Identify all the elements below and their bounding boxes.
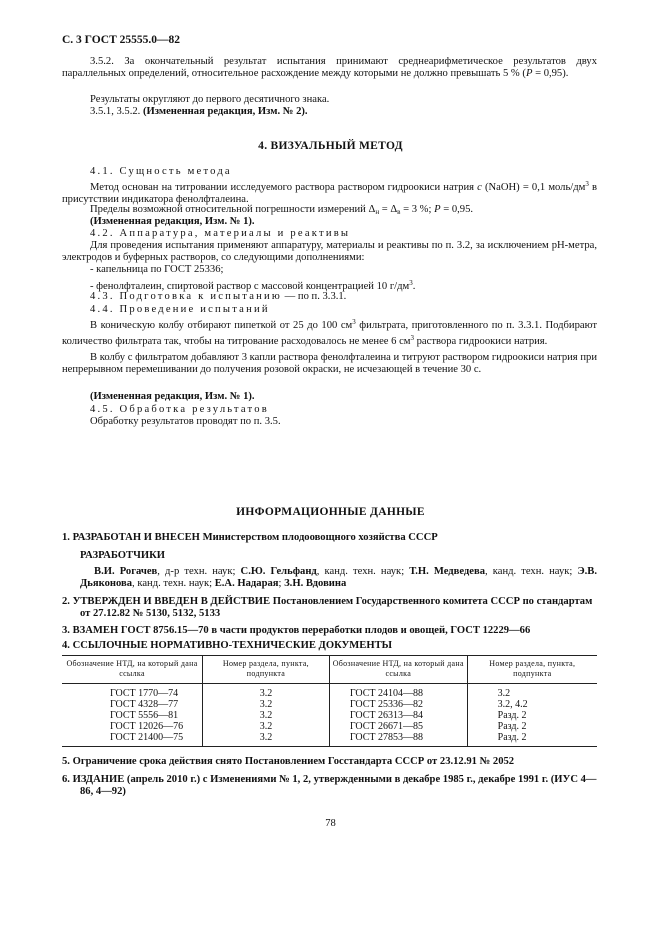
col-header: Обозначение НТД, на который дана ссылка <box>62 656 203 684</box>
table-cell: ГОСТ 27853—88 <box>329 732 467 747</box>
table-cell: ГОСТ 5556—81 <box>110 710 179 721</box>
table-cell: 3.2, 4.2 <box>467 699 597 710</box>
table-cell: ГОСТ 26671—85 <box>329 721 467 732</box>
s41-limits: Пределы возможной относительной погрешности измерений $\Delta_н = \Delta_в = 3$ %; P = 0,95. <box>90 204 474 216</box>
para-3-5-2: 3.5.2. За окончательный результат испытания принимают среднеарифметическое результатов двух параллельных определений, относительное расхождение между которыми не должно превышать 5 % (P = 0,95). <box>62 56 597 80</box>
s42-item-1: - капельница по ГОСТ 25336; <box>90 264 224 275</box>
amendment-note-2: 3.5.1, 3.5.2. (Измененная редакция, Изм. № 2). <box>90 106 308 117</box>
table-cell: ГОСТ 12026—76 <box>110 721 184 732</box>
table-cell: 3.2 <box>203 684 330 700</box>
table-cell: 3.2 <box>203 699 330 710</box>
col-header: Номер раздела, пункта, подпункта <box>203 656 330 684</box>
s44-text-1: В коническую колбу отбирают пипеткой от 25 до 100 $см^3$ фильтрата, приготовленного по п. 3.3.1. Подбирают количество фильтрата так, чтобы на титрование расходовалось не менее 6 $см^3$ раствора гидроокиси натрия. <box>62 318 597 348</box>
info-2: 2. УТВЕРЖДЕН И ВВЕДЕН В ДЕЙСТВИЕ Постановлением Государственного комитета СССР по стандартам от 27.12.82 № 5130, 5132, 5133 <box>62 596 593 620</box>
table-cell: ГОСТ 24104—88 <box>329 684 467 700</box>
s45-text: Обработку результатов проводят по п. 3.5. <box>90 416 281 427</box>
s42-item-2: - фенолфталеин, спиртовой раствор с массовой концентрацией 10 $г/дм^3$. <box>90 279 416 292</box>
developers-label: РАЗРАБОТЧИКИ <box>80 550 166 561</box>
col-header: Обозначение НТД, на который дана ссылка <box>329 656 467 684</box>
table-cell: Разд. 2 <box>467 721 597 732</box>
table-row <box>62 732 597 747</box>
amendment-note-1b: (Измененная редакция, Изм. № 1). <box>90 391 255 402</box>
amendment-note-1: (Измененная редакция, Изм. № 1). <box>90 216 255 227</box>
s44-title: 4.4. Проведение испытаний <box>90 304 270 315</box>
table-cell: Разд. 2 <box>467 732 597 747</box>
table-cell: 3.2 <box>203 732 330 747</box>
info-5: 5. Ограничение срока действия снято Постановлением Госстандарта СССР от 23.12.91 № 2052 <box>62 756 515 767</box>
table-row <box>62 710 597 721</box>
table-cell: ГОСТ 26313—84 <box>329 710 467 721</box>
table-cell: 3.2 <box>203 721 330 732</box>
s45-title: 4.5. Обработка результатов <box>90 404 269 415</box>
s43-line: 4.3. Подготовка к испытанию — по п. 3.3.1. <box>90 291 347 302</box>
info-4: 4. ССЫЛОЧНЫЕ НОРМАТИВНО-ТЕХНИЧЕСКИЕ ДОКУМЕНТЫ <box>62 640 393 651</box>
table-row <box>62 721 597 732</box>
table-row <box>62 699 597 710</box>
developers-text: В.И. Рогачев, д-р техн. наук; С.Ю. Гельфанд, канд. техн. наук; Т.Н. Медведева, канд. техн. наук; Э.В. Дьяконова, канд. техн. наук; Е.А. Надарая; З.Н. Вдовина <box>80 566 598 590</box>
table-row <box>62 684 597 700</box>
table-cell: 3.2 <box>467 684 597 700</box>
info-3: 3. ВЗАМЕН ГОСТ 8756.15—70 в части продуктов переработки плодов и овощей, ГОСТ 12229—66 <box>62 625 531 636</box>
reference-table <box>62 655 597 747</box>
s41-title: 4.1. Сущность метода <box>90 166 232 177</box>
info-title: ИНФОРМАЦИОННЫЕ ДАННЫЕ <box>236 506 425 518</box>
table-cell: Разд. 2 <box>467 710 597 721</box>
s41-text: Метод основан на титровании исследуемого раствора раствором гидроокиси натрия c (NaOH) = 0,1 моль/$дм^3$ в присутствии индикатора фенолфталеина. <box>62 180 597 206</box>
info-1: 1. РАЗРАБОТАН И ВНЕСЕН Министерством плодоовощного хозяйства СССР <box>62 532 438 543</box>
info-6: 6. ИЗДАНИЕ (апрель 2010 г.) с Изменениями № 1, 2, утвержденными в декабре 1985 г., декабре 1991 г. (ИУС 4—86, 4—92) <box>62 774 597 798</box>
page-header: С. 3 ГОСТ 25555.0—82 <box>62 34 181 46</box>
section-title: 4. ВИЗУАЛЬНЫЙ МЕТОД <box>258 140 403 152</box>
table-cell: ГОСТ 1770—74 <box>110 688 179 699</box>
table-cell: ГОСТ 25336—82 <box>329 699 467 710</box>
table-cell: ГОСТ 21400—75 <box>110 732 184 743</box>
para-rounding: Результаты округляют до первого десятичного знака. <box>90 94 330 105</box>
s44-text-2: В колбу с фильтратом добавляют 3 капли раствора фенолфталеина и титруют раствором гидроокиси натрия при непрерывном перемешивании до получения розовой окраски, не исчезающей в течение 30 с. <box>62 352 597 376</box>
table-cell: 3.2 <box>203 710 330 721</box>
s42-title: 4.2. Аппаратура, материалы и реактивы <box>90 228 351 239</box>
page-number: 78 <box>325 818 336 829</box>
reference-table-header <box>62 656 597 684</box>
s42-text: Для проведения испытания применяют аппаратуру, материалы и реактивы по п. 3.2, за исключением pH-метра, электродов и буферных растворов, со следующими дополнениями: <box>62 240 597 264</box>
table-cell: ГОСТ 4328—77 <box>110 699 179 710</box>
col-header: Номер раздела, пункта, подпункта <box>467 656 597 684</box>
